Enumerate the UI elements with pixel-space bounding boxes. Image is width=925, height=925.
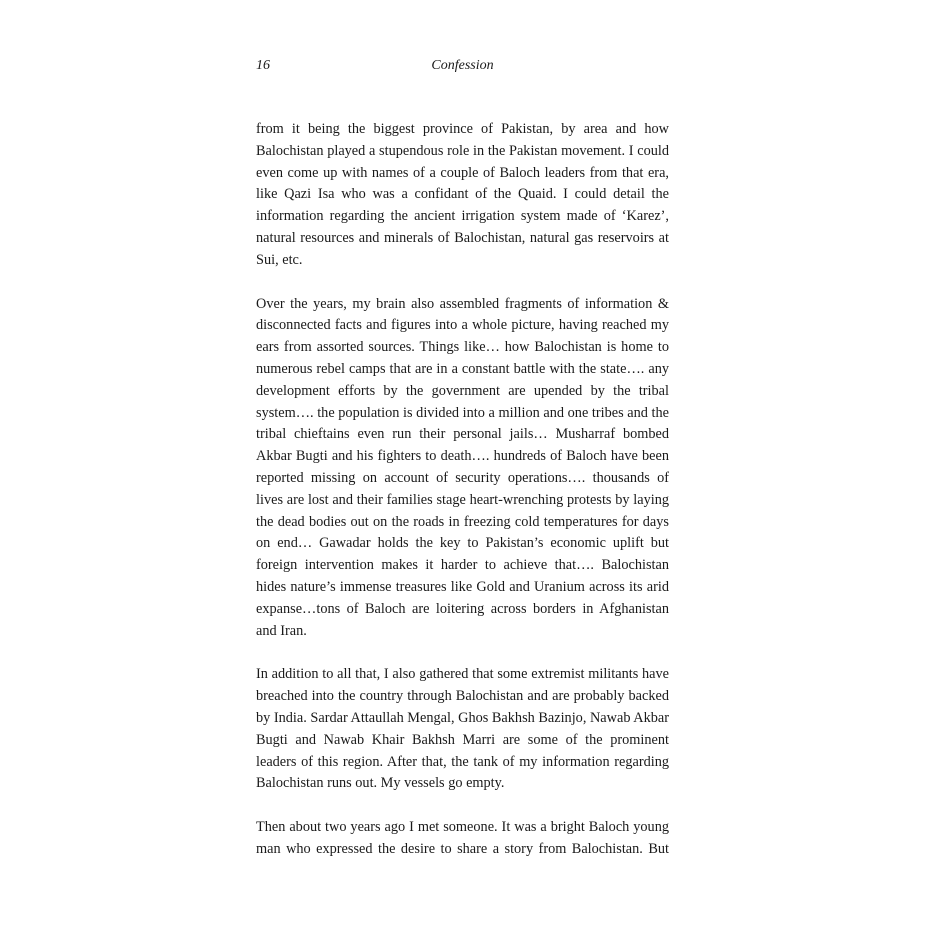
running-head-title: Confession (431, 58, 494, 73)
paragraph: from it being the biggest province of Pakistan, by area and how Balochistan played a stupendous role in the Pakistan movement. I could even come up with names of a couple of Baloch leaders from that era, like Qazi Isa who was a confidant of the Quaid. I could detail the information regarding the ancient irrigation system made of ‘Karez’, natural resources and minerals of Balochistan, natural gas reservoirs at Sui, etc. (256, 121, 669, 268)
page-number: 16 (256, 58, 270, 73)
paragraph: Over the years, my brain also assembled fragments of information & disconnected facts and figures into a whole picture, having reached my ears from assorted sources. Things like… how Balochistan is home to numerous rebel camps that are in a constant battle with the state…. any development efforts by the government are upended by the tribal system…. the population is divided into a million and one tribes and the tribal chieftains even run their personal jails… Musharraf bombed Akbar Bugti and his fighters to death…. hundreds of Baloch have been reported missing on account of security operations…. thousands of lives are lost and their families stage heart-wrenching protests by laying the dead bodies out on the roads in freezing cold temperatures for days on end… Gawadar holds the key to Pakistan’s economic uplift but foreign intervention makes it harder to achieve that…. Balochistan hides nature’s immense treasures like Gold and Uranium across its arid expanse…tons of Baloch are loitering across borders in Afghanistan and Iran. (256, 295, 669, 639)
paragraph: Then about two years ago I met someone. It was a bright Baloch young man who expressed the desire to share a story from Balochistan. But (256, 819, 669, 857)
paragraph: In addition to all that, I also gathered that some extremist militants have breached into the country through Balochistan and are probably backed by India. Sardar Attaullah Mengal, Ghos Bakhsh Bazinjo, Nawab Akbar Bugti and Nawab Khair Bakhsh Marri are some of the prominent leaders of this region. After that, the tank of my information regarding Balochistan runs out. My vessels go empty. (256, 666, 669, 792)
page-body (256, 119, 669, 883)
running-header (256, 58, 669, 74)
